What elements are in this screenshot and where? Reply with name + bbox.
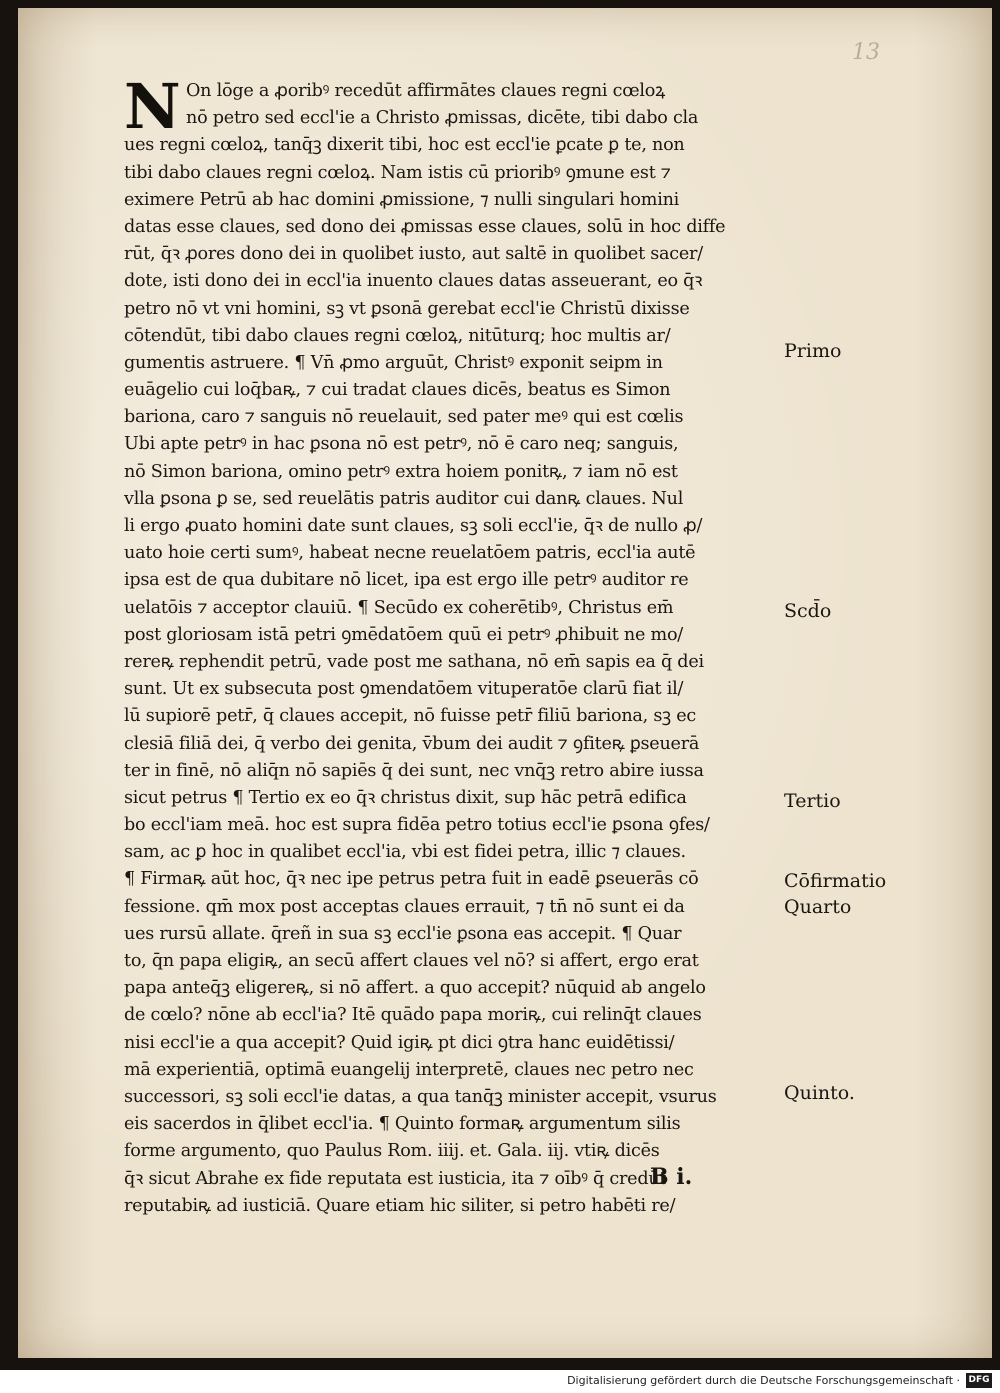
text-line: Ubi apte petrꝰ in hac ꝑsona nō est petrꝰ, nō ē caro neq; sanguis, [124, 434, 679, 455]
margin-note-secundo: Scd̄o [784, 600, 832, 622]
text-line: bo eccl'iam meā. hoc est supra fidēa petro totius eccl'ie ꝑsona ꝯfes/ [124, 815, 710, 836]
text-line: gumentis astruere. ¶ Vn̄ ꝓmo arguūt, Christꝰ exponit seipm in [124, 352, 663, 373]
text-line: euāgelio cui loq̄baꝶ, ⁊ cui tradat claues dicēs, beatus es Simon [124, 380, 671, 401]
text-line: lū supiorē petr̄, q̄ claues accepit, nō fuisse petr̄ filiū bariona, sꝫ ec [124, 706, 696, 727]
dfg-logo-icon: DFG [966, 1373, 992, 1388]
drop-initial: N [124, 70, 181, 143]
text-line: ues rursū allate. q̄reñ in sua sꝫ eccl'ie ꝑsona eas accepit. ¶ Quar [124, 923, 682, 944]
text-line: eis sacerdos in q̄libet eccl'ia. ¶ Quinto formaꝶ argumentum silis [124, 1114, 681, 1135]
text-line: q̄ꝛ sicut Abrahe ex fide reputata est iusticia, ita ⁊ oībꝰ q̄ credūt [124, 1168, 667, 1189]
text-block [124, 70, 784, 1247]
text-line: nō Simon bariona, omino petrꝰ extra hoiem ponitꝶ, ⁊ iam nō est [124, 461, 678, 482]
text-line: petro nō vt vni homini, sꝫ vt ꝑsonā gerebat eccl'ie Christū dixisse [124, 298, 690, 319]
text-line: successori, sꝫ soli eccl'ie datas, a qua tanq̄ꝫ minister accepit, vsurus [124, 1086, 717, 1107]
text-line: tibi dabo claues regni cœloꝝ. Nam istis cū prioribꝰ ꝯmune est ⁊ [124, 162, 671, 183]
margin-note-primo: Primo [784, 340, 842, 362]
text-line: ues regni cœloꝝ, tanq̄ꝫ dixerit tibi, hoc est eccl'ie ꝑcate ꝑ te, non [124, 135, 685, 156]
text-line: reputabiꝶ ad iusticiā. Quare etiam hic siliter, si petro habēti re/ [124, 1195, 676, 1216]
funding-notice: Digitalisierung gefördert durch die Deutsche Forschungsgemeinschaft · [567, 1374, 960, 1387]
text-line: fessione. qm̄ mox post acceptas claues errauit, ⁊ tn̄ nō sunt ei da [124, 896, 685, 917]
margin-note-quarto: Quarto [784, 896, 852, 918]
text-line: ipsa est de qua dubitare nō licet, ipa est ergo ille petrꝰ auditor re [124, 570, 689, 591]
text-line: clesiā filiā dei, q̄ verbo dei genita, v̄bum dei audit ⁊ ꝯfiteꝶ ꝑseuerā [124, 733, 700, 754]
text-line: cōtendūt, tibi dabo claues regni cœloꝝ, nitūturq; hoc multis ar/ [124, 325, 671, 346]
margin-note-tertio: Tertio [784, 790, 841, 812]
margin-note-confirmatio: Cōfirmatio [784, 870, 887, 892]
text-line: nō petro sed eccl'ie a Christo ꝓmissas, dicēte, tibi dabo cla [186, 108, 699, 129]
signature-mark: B i. [650, 1164, 693, 1190]
text-line: datas esse claues, sed dono dei ꝓmissas esse claues, solū in hoc diffe [124, 216, 726, 237]
text-line: de cœlo? nōne ab eccl'ia? Itē quādo papa moriꝶ, cui relinq̄t claues [124, 1005, 702, 1026]
text-line: ter in finē, nō aliq̄n nō sapiēs q̄ dei sunt, nec vnq̄ꝫ retro abire iussa [124, 760, 704, 781]
text-line: li ergo ꝓuato homini date sunt claues, sꝫ soli eccl'ie, q̄ꝛ de nullo ꝓ/ [124, 516, 703, 536]
margin-note-quinto: Quinto. [784, 1082, 855, 1104]
text-line: rereꝶ rephendit petrū, vade post me sathana, nō em̄ sapis ea q̄ dei [124, 651, 704, 672]
text-line: rūt, q̄ꝛ ꝓores dono dei in quolibet iusto, aut saltē in quolibet sacer/ [124, 244, 703, 265]
text-line: ¶ Firmaꝶ aūt hoc, q̄ꝛ nec ipe petrus petra fuit in eadē ꝑseuerās cō [124, 869, 699, 890]
text-line: forme argumento, quo Paulus Rom. iiij. et. Gala. iij. vtiꝶ dicēs [124, 1141, 660, 1162]
text-line: papa anteq̄ꝫ eligereꝶ, si nō affert. a quo accepit? nūquid ab angelo [124, 978, 706, 999]
text-line: eximere Petrū ab hac domini ꝓmissione, ⁊ nulli singulari homini [124, 189, 680, 210]
text-line: post gloriosam istā petri ꝯmēdatōem quū ei petrꝰ ꝓhibuit ne mo/ [124, 624, 683, 645]
text-line: uato hoie certi sumꝰ, habeat necne reuelatōem patris, eccl'ia autē [124, 543, 696, 564]
text-line: vlla ꝑsona ꝑ se, sed reuelātis patris auditor cui danꝶ claues. Nul [124, 488, 684, 509]
text-line: dote, isti dono dei in eccl'ia inuento claues datas asseuerant, eo q̄ꝛ [124, 271, 703, 292]
text-line: to, q̄n papa eligiꝶ, an secū affert claues vel nō? si affert, ergo erat [124, 951, 699, 971]
text-line: uelatōis ⁊ acceptor clauiū. ¶ Secūdo ex coherētibꝰ, Christus em̄ [124, 597, 674, 618]
text-line: On lōge a ꝓoribꝰ recedūt affirmātes claues regni cœloꝝ [186, 81, 666, 101]
text-line: sicut petrus ¶ Tertio ex eo q̄ꝛ christus dixit, sup hāc petrā edifica [124, 787, 687, 808]
text-line: mā experientiā, optimā euangelij interpretē, claues nec petro nec [124, 1059, 694, 1080]
text-line: sam, ac ꝑ hoc in qualibet eccl'ia, vbi est fidei petra, illic ⁊ claues. [124, 842, 686, 863]
text-line: nisi eccl'ie a qua accepit? Quid igiꝶ pt dici ꝯtra hanc euidētissi/ [124, 1032, 675, 1053]
text-line [124, 1220, 784, 1247]
footer-bar [0, 1370, 1000, 1393]
text-line: sunt. Ut ex subsecuta post ꝯmendatōem vituperatōe clarū fiat il/ [124, 679, 684, 700]
folio-number: 13 [852, 40, 880, 65]
text-line: bariona, caro ⁊ sanguis nō reuelauit, sed pater meꝰ qui est cœlis [124, 407, 684, 428]
